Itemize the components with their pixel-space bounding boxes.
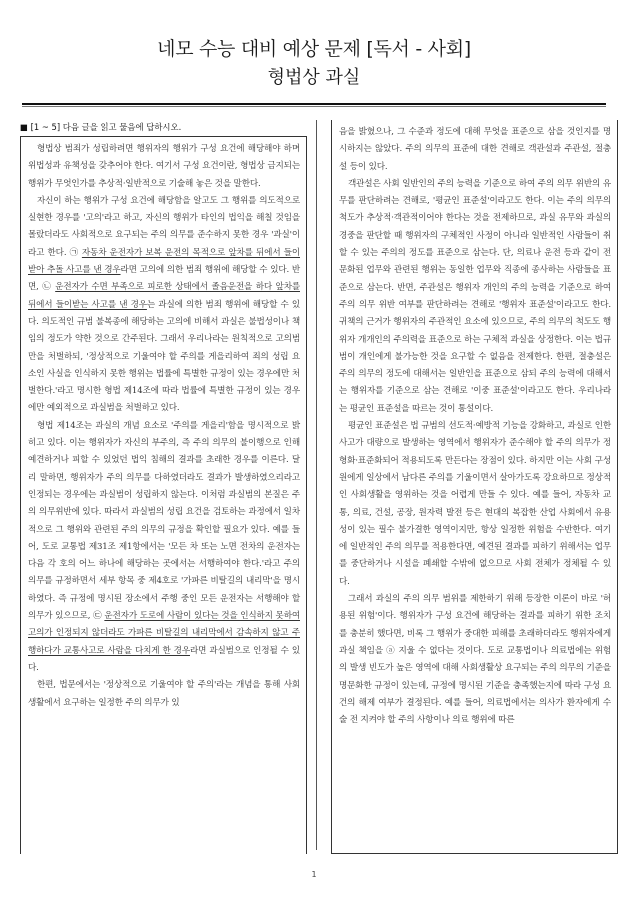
paragraph-text: 한편, 법문에서는 '정상적으로 기울여야 할 주의'라는 개념을 통해 사회생활에서 요구하는 일정한 주의 의무가 있 xyxy=(28,680,300,708)
paragraph-text: 형법 제14조는 과실의 개념 요소로 '주의를 게을리'함을 명시적으로 밝히고 있다. 이는 행위자가 자신의 부주의, 즉 주의 의무의 불이행으로 인해 예견하거나 피할 수 있었던 법익 침해의 결과를 초래한 경우를 이른다. 달리 말하면, 행위자가 주의 의무를 다하였더라도 결과가 발생하였으리라고 인정되는 경우에는 과실범이 성립하지 않는다. 이처럼 과실범의 본질은 주의 의무위반에 있다. 따라서 과실범의 성립 요건을 검토하는 과정에서 일차적으로 그 행위와 관련된 주의 의무의 규정을 확인할 필요가 있다. 예를 들어, 도로 교통법 제31조 제1항에서는 '모든 차 또는 노면 전차의 운전자는 다음 각 호의 어느 하나에 해당하는 곳에서는 서행하여야 한다.'라고 주의 의무를 규정하면서 세부 항목 중 제4호로 '가파른 비탈길의 내리막'을 명시하였다. 즉 규정에 명시된 장소에서 주행 중인 모든 운전자는 서행해야 할 의무가 있으므로, ㉢ xyxy=(28,420,300,622)
passage-paragraph xyxy=(28,418,300,677)
paragraph-text: 라면 고의에 의한 범죄 행위에 해당할 수 있다. 반면, ㉡ xyxy=(28,265,301,293)
header-divider xyxy=(22,103,606,105)
passage-paragraph xyxy=(28,141,300,193)
passage-paragraph: 음을 밝혔으나, 그 수준과 정도에 대해 무엇을 표준으로 삼을 것인지를 명시하지는 않았다. 주의 의무의 표준에 대한 견해로 객관설과 주관설, 절충설 등이 있다. xyxy=(339,127,611,172)
column-divider xyxy=(316,120,317,850)
header-divider-thin xyxy=(22,106,606,107)
passage-paragraph: 그래서 과실의 주의 의무 범위를 제한하기 위해 등장한 이론이 바로 '허용된 위험'이다. 행위자가 구성 요건에 해당하는 결과를 피하기 위한 조치를 충분히 했다면, 비록 그 행위가 중대한 피해를 초래하더라도 행위자에게 과실 책임을 ⓐ 지울 수 없다는 것이다. 도로 교통법이나 의료법에는 위험의 발생 빈도가 높은 영역에 대해 사회생활상 요구되는 주의 의무의 기준을 명문화한 규정이 있는데, 규정에 명시된 기준을 충족했는지에 따라 구성 요건의 해제 여부가 결정된다. 예를 들어, 의료법에서는 의사가 환자에게 수술 전 지켜야 할 주의 사항이나 의료 행위에 따른 xyxy=(339,594,611,726)
paragraph-text: 는 과실에 의한 범죄 행위에 해당할 수 있다. 의도적인 규범 불복종에 해당하는 고의에 비해서 과실은 불법성이나 책임의 정도가 약한 것으로 간주된다. 그래서 우리나라는 원칙적으로 고의범만을 처벌하되, '정상적으로 기울여야 할 주의를 게을리하여 죄의 성립 요소인 사실을 인식하지 못한 행위는 법률에 특별한 규정이 있는 경우에만 처벌한다.'라고 명시한 형법 제14조에 따라 법률에 특별한 규정이 있는 경우에만 예외적으로 과실범을 처벌하고 있다. xyxy=(28,299,300,414)
underlined-example-b: 운전자가 수면 부족으로 피로한 상태에서 졸음운전을 하다 앞차를 뒤에서 들이받는 사고를 낸 경우 xyxy=(28,282,300,310)
page-title: 네모 수능 대비 예상 문제 [독서 - 사회] xyxy=(157,38,471,60)
passage-paragraph: 객관설은 사회 일반인의 주의 능력을 기준으로 하여 주의 의무 위반의 유무를 판단하려는 견해로, '평균인 표준설'이라고도 한다. 이는 주의 의무의 척도가 추상적·객관적이어야 한다는 것을 전제하므로, 과실 유무와 과실의 경중을 판단할 때 행위자의 구체적인 사정이 아니라 일반적인 사람들이 취할 수 있는 주의의 정도를 표준으로 삼는다. 단, 의료나 운전 등과 같이 전문화된 업무와 관련된 행위는 동일한 업무와 직종에 종사하는 사람들을 표준으로 삼는다. 반면, 주관설은 행위자 개인의 주의 능력을 기준으로 하여 주의 의무 위반 여부를 판단하려는 견해로 '행위자 표준설'이라고도 한다. 귀책의 근거가 행위자의 주관적인 요소에 있으므로, 주의 의무의 척도도 행위자 개개인의 주의력을 표준으로 하는 구체적 과실을 상정한다. 이는 법규범이 개인에게 불가능한 것을 요구할 수 없음을 전제한다. 한편, 절충설은 주의 의무의 정도에 대해서는 일반인을 표준으로 삼되 주의 능력에 대해서는 행위자를 기준으로 삼는 견해로 '이중 표준설'이라고도 한다. 우리나라는 평균인 표준설을 따르는 것이 통설이다. xyxy=(339,178,611,414)
passage-paragraph xyxy=(28,677,300,712)
passage-left-column xyxy=(20,136,307,854)
question-instruction: ■ [1 ~ 5] 다음 글을 읽고 물음에 답하시오. xyxy=(20,122,182,132)
passage-paragraph: 평균인 표준설은 법 규범의 선도적·예방적 기능을 강화하고, 과실로 인한 사고가 대량으로 발생하는 영역에서 행위자가 준수해야 할 주의 의무가 정형화·표준화되어 적용되도록 만든다는 장점이 있다. 하지만 이는 사회 구성원에게 일상에서 남다른 주의를 기울이면서 살아가도록 강요하므로 정상적인 사회생활을 영위하는 것을 어렵게 만들 수 있다. 예를 들어, 자동차 교통, 의료, 건설, 공장, 원자력 발전 등은 현대의 복잡한 산업 사회에서 유용성이 있는 필수 불가결한 영역이지만, 항상 일정한 위험을 수반한다. 여기에 일반적인 주의 의무를 적용한다면, 예견된 결과를 피하기 위해서는 업무를 중단하거나 시설을 폐쇄할 수밖에 없으므로 사회 전체가 정체될 수 있다. xyxy=(339,421,611,587)
page-subtitle: 형법상 과실 xyxy=(267,67,361,88)
paragraph-text: 자신이 하는 행위가 구성 요건에 해당함을 알고도 그 행위를 의도적으로 실현한 경우를 '고의'라고 하고, 자신의 행위가 타인의 법익을 해칠 것임을 몰랐더라도 사회적으로 요구되는 주의 의무를 준수하지 못한 경우 '과실'이라고 한다. ㉠ xyxy=(28,195,300,258)
page-number: 1 xyxy=(311,870,317,879)
passage-paragraph xyxy=(28,193,300,418)
paragraph-text: 라면 과실범으로 인정될 수 있다. xyxy=(28,645,300,673)
underlined-example-a: 자동차 운전자가 보복 운전의 목적으로 앞차를 뒤에서 들이받아 추돌 사고를 낸 경우 xyxy=(28,247,300,276)
paragraph-text: 형법상 범죄가 성립하려면 행위자의 행위가 구성 요건에 해당해야 하며 위법성과 유책성을 갖추어야 한다. 여기서 구성 요건이란, 형법상 금지되는 행위가 무엇인가를 추상적·일반적으로 기술해 놓은 것을 말한다. xyxy=(28,144,300,189)
underlined-example-c: 운전자가 도로에 사람이 있다는 것을 인식하지 못하여 고의가 인정되지 않더라도 가파른 비탈길의 내리막에서 감속하지 않고 주행하다가 교통사고로 사람을 다치게 한 경우 xyxy=(28,611,300,656)
passage-right-column xyxy=(331,120,618,854)
